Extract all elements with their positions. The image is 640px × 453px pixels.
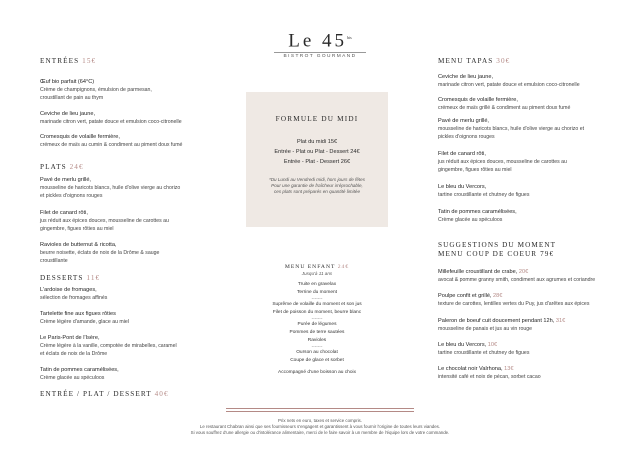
dish-name-text: Le Paris-Pont de l'Isère, <box>40 335 100 341</box>
dish-name <box>438 183 529 191</box>
dish-description: avocat & pomme granny smith, condiment aux agrumes et coriandre <box>438 277 596 284</box>
menu-item <box>438 117 584 142</box>
dish-name-text: Le chocolat noir Valrhona, <box>438 366 503 372</box>
combo-price: 40€ <box>154 390 169 398</box>
dish-name <box>438 292 589 300</box>
menu-item <box>40 78 152 103</box>
footer-rule <box>226 411 414 412</box>
kids-dish: Ourson au chocolat <box>296 350 338 356</box>
dish-description: mousseline de panais et jus au vin rouge <box>438 326 533 333</box>
kids-dish: Coupe de glace et sorbet <box>290 357 344 363</box>
menu-item <box>40 366 119 382</box>
formule-line: Entrée - Plat ou Plat - Dessert 24€ <box>274 149 360 156</box>
dish-description: tartine croustillante et chutney de figues <box>438 192 530 199</box>
dish-name <box>438 365 541 373</box>
formule-title: FORMULE DU MIDI <box>275 115 359 123</box>
logo-text: Le 45 <box>288 30 348 52</box>
dish-description: Crème de champignons, émulsion de parmesan, <box>40 87 152 94</box>
dish-description: Crème glacée au spéculoos <box>438 217 503 224</box>
menu-item <box>438 317 565 333</box>
dish-description: gingembre, figues rôties au miel <box>438 167 512 174</box>
dish-description: pickles d'oignons rouges <box>438 134 495 141</box>
dish-description: beurre noisette, éclats de noix de la Drôme & sauge <box>40 250 160 257</box>
kids-separator: ------- <box>311 316 323 322</box>
dish-description: Crème légère à la vanille, compotée de mirabelles, caramel <box>40 343 177 350</box>
dish-name-text: Le bleu du Vercors, <box>438 184 487 190</box>
desserts-label: DESSERTS <box>40 274 84 282</box>
dish-price: 13€ <box>504 366 514 372</box>
dish-name <box>40 78 152 86</box>
kids-dish: Filet de poisson du moment, beurre blanc <box>272 309 362 315</box>
dish-name-text: Tatin de pommes caramélisées, <box>40 367 119 373</box>
menu-item <box>40 286 107 302</box>
tapas-label: MENU TAPAS <box>438 57 494 65</box>
dish-name <box>40 209 169 217</box>
dish-name <box>438 268 595 276</box>
dish-name-text: Ceviche de lieu jaune, <box>438 74 494 80</box>
dish-description: Crème légère d'amande, glace au miel <box>40 319 129 326</box>
dish-description: sélection de fromages affinés <box>40 295 108 302</box>
dish-description: mousseline de haricots blancs, huile d'olive vierge au chorizo <box>40 185 181 192</box>
dish-name <box>438 150 567 158</box>
kids-age: Jusqu'à 11 ans <box>301 271 333 276</box>
dish-name-text: Paleron de boeuf cuit doucement pendant 12h, <box>438 318 555 324</box>
menu-item <box>40 209 169 234</box>
dish-name <box>40 176 180 184</box>
dish-name <box>438 96 570 104</box>
dish-description: tartine croustillante et chutney de figues <box>438 350 530 357</box>
menu-item <box>438 73 580 89</box>
dish-name <box>438 117 584 125</box>
logo-mark <box>268 28 372 51</box>
footer-rule <box>226 408 414 409</box>
menu-item <box>40 133 182 149</box>
desserts-price: 11€ <box>86 274 101 282</box>
menu-item <box>40 241 159 266</box>
dish-name-text: Filet de canard rôti, <box>438 151 486 157</box>
formule-note-line: Pour une garantie de fraîcheur irréprochable, <box>271 182 363 188</box>
formule-line: Plat du midi 15€ <box>296 139 338 145</box>
dish-name-text: L'ardoise de fromages, <box>40 287 97 293</box>
entrees-price: 15€ <box>82 57 97 65</box>
menu-item <box>438 365 541 381</box>
dish-description: et éclats de noix de la Drôme <box>40 351 108 358</box>
kids-title <box>252 264 382 270</box>
logo-tagline: BISTROT GOURMAND <box>283 54 357 60</box>
dish-name <box>40 366 119 374</box>
menu-item <box>438 96 570 112</box>
dish-name-text: Cromesquis de volaille fermière, <box>40 134 120 140</box>
footer-line: Si vous souffrez d'une allergie ou d'intolérance alimentaire, merci de le faire savoir à un membre de l'équipe lors de votre commande. <box>190 430 450 436</box>
dish-description: mousseline de haricots blancs, huile d'olive vierge au chorizo et <box>438 126 585 133</box>
kids-price: 24€ <box>337 264 350 270</box>
plats-price: 24€ <box>69 163 84 171</box>
dish-name <box>40 133 182 141</box>
kids-dish: Pommes de terre sautées <box>289 329 345 335</box>
kids-groups <box>252 276 382 377</box>
dish-name-text: Œuf bio parfait (64°C) <box>40 79 95 85</box>
dish-price: 31€ <box>555 318 566 324</box>
dish-description: texture de carottes, lentilles vertes du Puy, jus d'arêtes aux épices <box>438 301 590 308</box>
dish-name <box>438 208 517 216</box>
logo <box>268 28 372 59</box>
menu-item <box>438 268 595 284</box>
dish-name-text: Le bleu du Vercors, <box>438 342 487 348</box>
dish-description: croustillant de pain au thym <box>40 95 104 102</box>
dish-description: et pickles d'oignons rouges <box>40 193 103 200</box>
footer <box>140 418 500 437</box>
dish-name <box>40 334 177 342</box>
dish-name <box>40 310 129 318</box>
tapas-price: 30€ <box>496 57 511 65</box>
dish-name-text: Poulpe confit et grillé, <box>438 293 492 299</box>
dish-price: 10€ <box>487 342 498 348</box>
suggestions-title <box>438 241 556 258</box>
menu-item <box>438 341 529 357</box>
dish-description: gingembre, figues rôties au miel <box>40 226 114 233</box>
menu-item <box>438 150 567 175</box>
entrees-label: ENTRÉES <box>40 57 80 65</box>
dish-name <box>438 73 580 81</box>
formule-box <box>246 92 388 227</box>
dish-name-text: Tartelette fine aux figues rôties <box>40 311 116 317</box>
footer-line: Le restaurant Chabran ainsi que ses fournisseurs s'engagent et garantissent à vous fournir l'origine de toutes leurs viandes. <box>199 424 441 430</box>
kids-separator: ------- <box>311 296 323 302</box>
menu-item <box>40 334 177 359</box>
logo-sup: bis <box>347 35 352 40</box>
dish-name-text: Ceviche de lieu jaune, <box>40 111 96 117</box>
dish-name <box>40 110 182 118</box>
dish-name-text: Filet de canard rôti, <box>40 210 88 216</box>
dish-name-text: Pavé de merlu grillé, <box>438 118 489 124</box>
dish-name-text: Cromesquis de volaille fermière, <box>438 97 518 103</box>
kids-separator: ------- <box>311 344 323 350</box>
formule-line: Entrée - Plat - Dessert 26€ <box>283 159 351 166</box>
dish-name-text: Pavé de merlu grillé, <box>40 177 91 183</box>
dish-description: crémeux de maïs grillé & condiment au piment doux fumé <box>438 105 571 112</box>
kids-dish: Accompagné d'une boisson au choix <box>278 370 356 376</box>
formule-note-line: *Du Lundi au Vendredi midi, hors jours de fêtes <box>268 176 366 182</box>
dish-name-text: Tatin de pommes caramélisées, <box>438 209 517 215</box>
desserts-title <box>40 274 100 282</box>
menu-item <box>40 110 182 126</box>
dish-name <box>438 317 565 325</box>
dish-price: 28€ <box>493 293 503 299</box>
menu-item <box>438 292 589 308</box>
formule-note <box>246 177 388 196</box>
formule-note-line: ces plats sont préparés en quantité limitée <box>273 189 361 195</box>
dish-name <box>40 241 159 249</box>
plats-title <box>40 163 84 171</box>
dish-description: Crème glacée au spéculoos <box>40 375 105 382</box>
dish-description: jus réduit aux épices douces, mousseline de carottes au <box>40 218 169 225</box>
suggestions-subtitle: MENU COUP DE COEUR 79€ <box>438 250 555 258</box>
dish-name-text: Ravioles de butternut & ricotta, <box>40 242 117 248</box>
kids-dish: Purée de légumes <box>297 322 337 328</box>
dish-description: croustillante <box>40 258 68 265</box>
plats-label: PLATS <box>40 163 67 171</box>
dish-name <box>40 286 107 294</box>
combo-title <box>40 390 169 398</box>
suggestions-label: SUGGESTIONS DU MOMENT <box>438 241 557 249</box>
dish-description: jus réduit aux épices douces, mousseline de carottes au <box>438 159 567 166</box>
kids-dish: Ravioles <box>307 337 327 343</box>
dish-description: crémeux de maïs au cumin & condiment au piment doux fumé <box>40 142 183 149</box>
kids-dish: Truite en gravelax <box>297 282 337 287</box>
menu-item <box>438 183 529 199</box>
dish-description: intensité café et noix de pécan, sorbet cacao <box>438 374 541 381</box>
footer-line: Prix nets en euro, taxes et service compris. <box>278 418 362 423</box>
entrees-title <box>40 57 96 65</box>
menu-item <box>40 310 129 326</box>
dish-description: marinade citron vert, patate douce et emulsion coco-citronelle <box>40 119 182 126</box>
kids-menu <box>252 264 382 377</box>
kids-label: MENU ENFANT <box>284 264 336 270</box>
menu-item <box>40 176 180 201</box>
dish-price: 20€ <box>518 269 529 275</box>
dish-name-text: Millefeuille croustillant de crabe, <box>438 269 518 275</box>
kids-dish: Suprême de volaille du moment et son jus <box>272 302 362 308</box>
kids-dish: Terrine du moment <box>297 289 337 295</box>
combo-label: ENTRÉE / PLAT / DESSERT <box>40 390 152 398</box>
menu-item <box>438 208 517 224</box>
tapas-title <box>438 57 510 65</box>
dish-description: marinade citron vert, patate douce et emulsion coco-citronelle <box>438 82 580 89</box>
dish-name <box>438 341 529 349</box>
